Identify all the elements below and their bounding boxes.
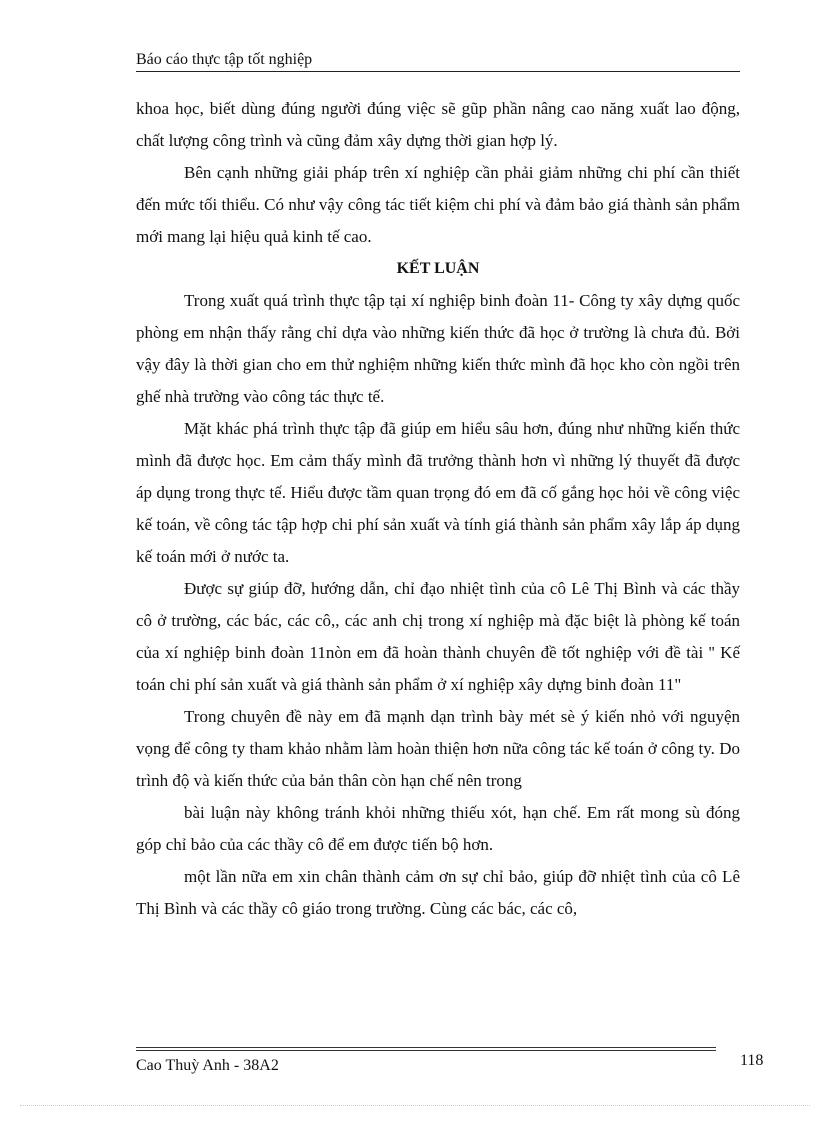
- page-number: 118: [740, 1052, 764, 1069]
- page-header-title: Báo cáo thực tập tốt nghiệp: [136, 51, 313, 68]
- footer-rule: [136, 1047, 716, 1048]
- paragraph: một lần nữa em xin chân thành cảm ơn sự chỉ bảo, giúp đỡ nhiệt tình của cô Lê Thị Bình và các thầy cô giáo trong trường. Cùng các bác, các cô,: [136, 867, 740, 918]
- header-rule: [136, 71, 740, 72]
- page-edge-divider: [20, 1105, 810, 1106]
- footer-author: Cao Thuỳ Anh - 38A2: [136, 1057, 279, 1074]
- paragraph: Trong xuất quá trình thực tập tại xí nghiệp binh đoàn 11- Công ty xây dựng quốc phòng em nhận thấy rằng chỉ dựa vào những kiến thức đã học ở trường là chưa đủ. Bởi vậy đây là thời gian cho em thử nghiệm những kiến thức mình đã học kho còn ngồi trên ghế nhà trường vào công tác thực tế.: [136, 291, 740, 406]
- paragraph: Mặt khác phá trình thực tập đã giúp em hiểu sâu hơn, đúng như những kiến thức mình đã được học. Em cảm thấy mình đã trưởng thành hơn vì những lý thuyết đã được áp dụng trong thực tế. Hiểu được tầm quan trọng đó em đã cố gắng học hỏi về công việc kế toán, về công tác tập hợp chi phí sản xuất và tính giá thành sản phẩm xây lắp áp dụng kế toán mới ở nước ta.: [136, 419, 740, 566]
- paragraph: Bên cạnh những giải pháp trên xí nghiệp cần phải giảm những chi phí cần thiết đến mức tối thiểu. Có như vậy công tác tiết kiệm chi phí và đảm bảo giá thành sản phẩm mới mang lại hiệu quả kinh tế cao.: [136, 163, 740, 246]
- section-heading: KẾT LUẬN: [396, 260, 480, 277]
- paragraph: Trong chuyên đề này em đã mạnh dạn trình bày mét sè ý kiến nhỏ với nguyện vọng để công ty tham khảo nhằm làm hoàn thiện hơn nữa công tác kế toán ở công ty. Do trình độ và kiến thức của bản thân còn hạn chế nên trong: [136, 707, 740, 790]
- paragraph: bài luận này không tránh khỏi những thiếu xót, hạn chế. Em rất mong sù đóng góp chỉ bảo của các thầy cô để em được tiến bộ hơn.: [136, 803, 740, 854]
- footer-rule: [136, 1050, 716, 1051]
- document-body: [136, 93, 740, 925]
- paragraph: khoa học, biết dùng đúng người đúng việc sẽ gũp phần nâng cao năng xuất lao động, chất lượng công trình và cũng đảm xây dựng thời gian hợp lý.: [136, 99, 740, 150]
- paragraph: Được sự giúp đỡ, hướng dẫn, chỉ đạo nhiệt tình của cô Lê Thị Bình và các thầy cô ở trường, các bác, các cô,, các anh chị trong xí nghiệp mà đặc biệt là phòng kế toán của xí nghiệp binh đoàn 11nòn em đã hoàn thành chuyên đề tốt nghiệp với đề tài '' Kế toán chi phí sản xuất và giá thành sản phẩm ở xí nghiệp xây dựng binh đoàn 11": [136, 579, 740, 694]
